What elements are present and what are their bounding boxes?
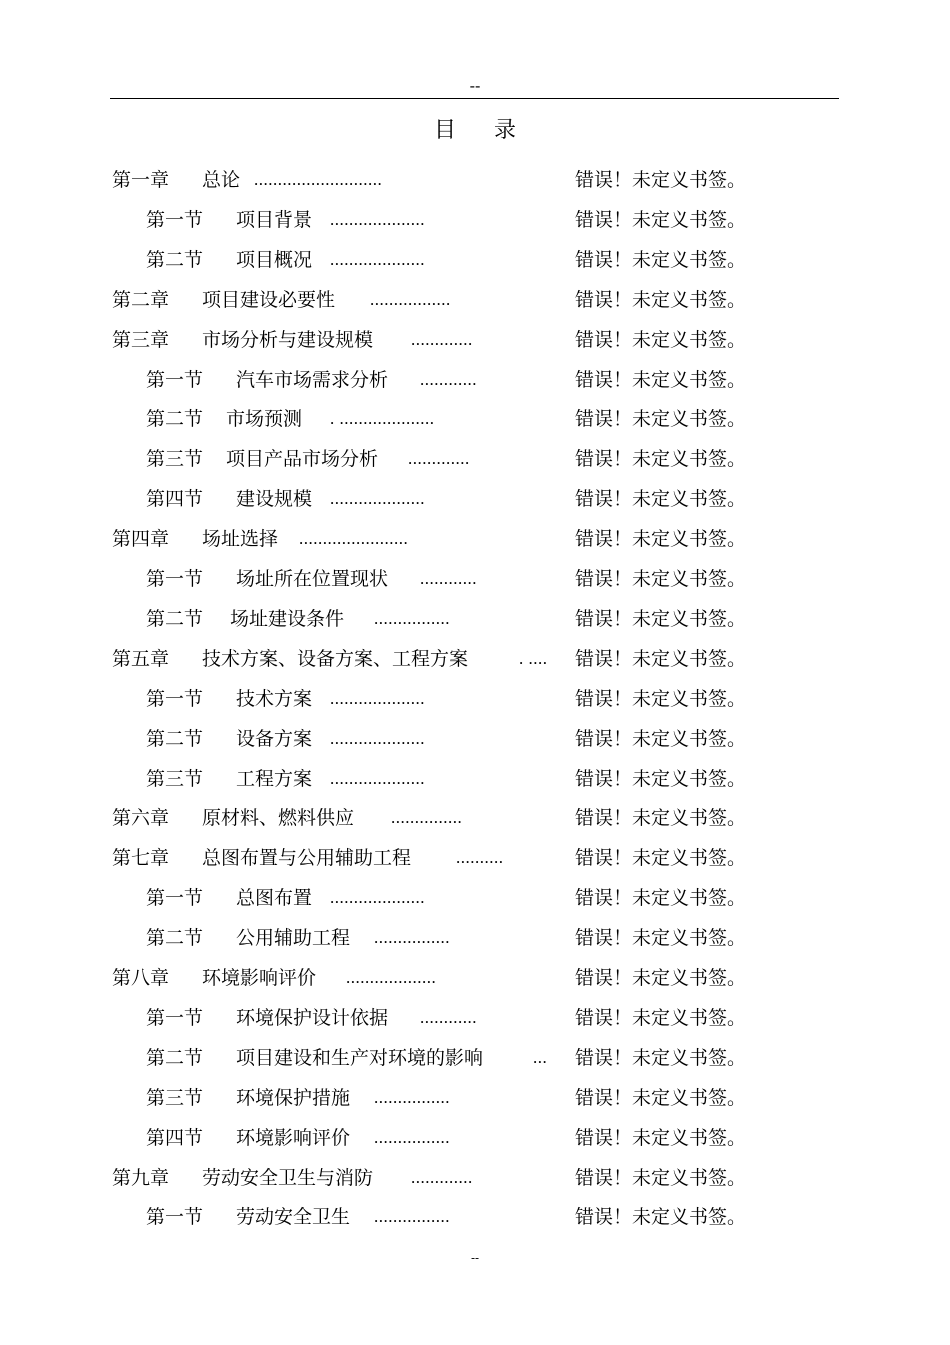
toc-entry[interactable] [0, 1118, 950, 1158]
toc-entry-title: 项目背景 [236, 208, 313, 231]
toc-entry-leader-dots: ................. [370, 289, 451, 309]
toc-entry-leader-dots: ........................... [254, 170, 383, 189]
toc-entry-title: 技术方案 [236, 687, 313, 710]
toc-entry-page-ref: 错误！未定义书签。 [575, 208, 747, 231]
toc-entry-leader-dots: .................... [330, 209, 425, 229]
toc-entry-title: 环境影响评价 [202, 967, 317, 989]
toc-entry-page-ref: 错误！未定义书签。 [575, 807, 747, 830]
toc-entry-title: 建设规模 [236, 488, 313, 511]
toc-entry-title: 劳动安全卫生 [236, 1206, 351, 1229]
toc-entry-title: 公用辅助工程 [236, 927, 351, 950]
toc-entry-title: 项目建设和生产对环境的影响 [236, 1046, 484, 1069]
toc-entry[interactable] [0, 719, 950, 759]
toc-entry-leader-dots: ............ [420, 1007, 477, 1027]
toc-entry-page-ref: 错误！未定义书签。 [575, 248, 747, 271]
toc-entry-leader-dots: .................... [330, 888, 425, 908]
toc-entry-page-ref: 错误！未定义书签。 [575, 687, 747, 710]
toc-entry[interactable] [0, 160, 950, 200]
toc-entry-leader-dots: ............... [391, 808, 463, 828]
toc-entry[interactable] [0, 878, 950, 918]
toc-entry-number: 第二章 [112, 288, 170, 311]
toc-entry[interactable] [0, 1197, 950, 1237]
toc-entry[interactable] [0, 479, 950, 519]
toc-entry-title: 设备方案 [236, 727, 313, 750]
toc-entry-number: 第一节 [146, 887, 204, 910]
toc-entry-page-ref: 错误！未定义书签。 [575, 488, 747, 511]
toc-entry[interactable] [0, 1078, 950, 1118]
toc-entry-title: 原材料、燃料供应 [202, 807, 355, 830]
toc-entry-number: 第三章 [112, 328, 170, 351]
toc-entry-page-ref: 错误！未定义书签。 [575, 408, 747, 431]
toc-entry-title: 总论 [202, 169, 241, 191]
toc-entry-title: 环境影响评价 [236, 1126, 351, 1149]
toc-entry-leader-dots: ................ [374, 1207, 450, 1227]
toc-entry-leader-dots: .................... [330, 728, 425, 748]
toc-entry[interactable] [0, 838, 950, 878]
toc-entry-number: 第一节 [146, 687, 204, 710]
toc-entry-leader-dots: ............ [420, 569, 477, 588]
toc-entry-title: 汽车市场需求分析 [236, 368, 389, 391]
toc-entry-leader-dots: ................... [346, 968, 437, 987]
toc-entry-leader-dots: .................... [330, 768, 425, 788]
toc-entry-page-ref: 错误！未定义书签。 [575, 169, 747, 191]
toc-entry-page-ref: 错误！未定义书签。 [575, 647, 747, 670]
toc-entry-page-ref: 错误！未定义书签。 [575, 1046, 747, 1069]
toc-entry[interactable] [0, 280, 950, 320]
toc-entry-leader-dots: ... [533, 1047, 548, 1067]
toc-entry-page-ref: 错误！未定义书签。 [575, 1206, 747, 1229]
toc-entry[interactable] [0, 998, 950, 1038]
toc-entry-number: 第一节 [146, 1006, 204, 1029]
toc-entry[interactable] [0, 918, 950, 958]
toc-entry[interactable] [0, 399, 950, 439]
toc-entry-page-ref: 错误！未定义书签。 [575, 368, 747, 391]
toc-entry-number: 第四章 [112, 528, 170, 551]
toc-entry-number: 第二节 [146, 248, 204, 271]
toc-entry-number: 第九章 [112, 1166, 170, 1189]
toc-entry-number: 第八章 [112, 967, 170, 989]
toc-entry-title: 环境保护设计依据 [236, 1006, 389, 1029]
toc-entry-number: 第三节 [146, 767, 204, 790]
toc-entry-page-ref: 错误！未定义书签。 [575, 607, 747, 630]
toc-entry-leader-dots: . .... [519, 648, 548, 668]
toc-entry-page-ref: 错误！未定义书签。 [575, 1006, 747, 1029]
toc-entry-number: 第五章 [112, 647, 170, 670]
toc-entry-leader-dots: .................... [330, 249, 425, 269]
toc-title: 目录 [433, 118, 554, 143]
toc-entry-title: 市场分析与建设规模 [202, 328, 374, 351]
toc-entry[interactable] [0, 360, 950, 400]
toc-entry-number: 第二节 [146, 1046, 204, 1069]
toc-entry-page-ref: 错误！未定义书签。 [575, 448, 747, 471]
toc-entry-title: 技术方案、设备方案、工程方案 [202, 647, 469, 670]
toc-entry-number: 第三节 [146, 448, 204, 471]
toc-entry-number: 第七章 [112, 847, 170, 870]
toc-entry[interactable] [0, 958, 950, 998]
toc-entry-number: 第二节 [146, 727, 204, 750]
toc-entry-number: 第四节 [146, 488, 204, 511]
toc-entry-leader-dots: .................... [330, 688, 425, 708]
toc-entry[interactable] [0, 519, 950, 559]
toc-entry-page-ref: 错误！未定义书签。 [575, 1166, 747, 1189]
toc-entry[interactable] [0, 559, 950, 599]
toc-entry-leader-dots: .................... [330, 489, 425, 509]
toc-entry-leader-dots: . .................... [330, 409, 435, 429]
toc-entry[interactable] [0, 599, 950, 639]
toc-entry-title: 项目建设必要性 [202, 288, 336, 311]
toc-entry-title: 场址建设条件 [230, 607, 345, 630]
toc-entry-leader-dots: ................ [374, 928, 450, 948]
toc-entry-number: 第六章 [112, 807, 170, 830]
footer-mark: -- [470, 1251, 480, 1265]
toc-entry[interactable] [0, 679, 950, 719]
toc-entry-title: 工程方案 [236, 767, 313, 790]
toc-entry-number: 第二节 [146, 607, 204, 630]
toc-entry[interactable] [0, 798, 950, 838]
toc-entry-page-ref: 错误！未定义书签。 [575, 328, 747, 351]
toc-entry-leader-dots: ............. [411, 1167, 473, 1187]
toc-entry-number: 第一节 [146, 1206, 204, 1229]
toc-entry-leader-dots: ............. [408, 449, 470, 469]
toc-entry-page-ref: 错误！未定义书签。 [575, 967, 747, 989]
toc-entry[interactable] [0, 1038, 950, 1078]
header-mark: -- [469, 76, 481, 95]
toc-entry-number: 第二节 [146, 408, 204, 431]
toc-entry[interactable] [0, 320, 950, 360]
toc-entry-leader-dots: ................ [374, 608, 450, 628]
toc-entry-page-ref: 错误！未定义书签。 [575, 568, 747, 590]
toc-entry[interactable] [0, 439, 950, 479]
toc-entry-number: 第一节 [146, 568, 204, 590]
toc-entry-number: 第一节 [146, 368, 204, 391]
toc-entry-page-ref: 错误！未定义书签。 [575, 887, 747, 910]
toc-entry-page-ref: 错误！未定义书签。 [575, 288, 747, 311]
toc-entry[interactable] [0, 639, 950, 679]
header-rule [110, 98, 839, 99]
toc-entry-number: 第三节 [146, 1086, 204, 1109]
toc-entry-title: 场址所在位置现状 [236, 568, 389, 590]
toc-entry-title: 项目产品市场分析 [226, 448, 379, 471]
toc-entry-title: 环境保护措施 [236, 1086, 351, 1109]
toc-entry-number: 第四节 [146, 1126, 204, 1149]
toc-entry-page-ref: 错误！未定义书签。 [575, 847, 747, 870]
toc-entry-title: 总图布置与公用辅助工程 [202, 847, 412, 870]
toc-entry-page-ref: 错误！未定义书签。 [575, 727, 747, 750]
toc-entry[interactable] [0, 759, 950, 799]
toc-entry[interactable] [0, 240, 950, 280]
toc-entry-title: 项目概况 [236, 248, 313, 271]
toc-entry-page-ref: 错误！未定义书签。 [575, 1126, 747, 1149]
toc-entry-number: 第二节 [146, 927, 204, 950]
toc-entry-leader-dots: ............ [420, 369, 477, 389]
toc-entry[interactable] [0, 1158, 950, 1198]
toc-entry-leader-dots: ................ [374, 1087, 450, 1107]
toc-entry-title: 场址选择 [202, 528, 279, 551]
toc-entry-page-ref: 错误！未定义书签。 [575, 1086, 747, 1109]
toc-entry-leader-dots: ............. [411, 329, 473, 349]
toc-entry-title: 市场预测 [226, 408, 303, 431]
toc-entry-number: 第一节 [146, 208, 204, 231]
toc-entry-leader-dots: .......... [456, 848, 504, 868]
toc-entry-number: 第一章 [112, 169, 170, 191]
toc-entry-leader-dots: ................ [374, 1127, 450, 1147]
toc-entry[interactable] [0, 200, 950, 240]
toc-entry-title: 总图布置 [236, 887, 313, 910]
toc-entry-page-ref: 错误！未定义书签。 [575, 767, 747, 790]
toc-entry-page-ref: 错误！未定义书签。 [575, 927, 747, 950]
toc-entry-title: 劳动安全卫生与消防 [202, 1166, 374, 1189]
toc-entry-page-ref: 错误！未定义书签。 [575, 528, 747, 551]
toc-entry-leader-dots: ....................... [299, 529, 409, 549]
